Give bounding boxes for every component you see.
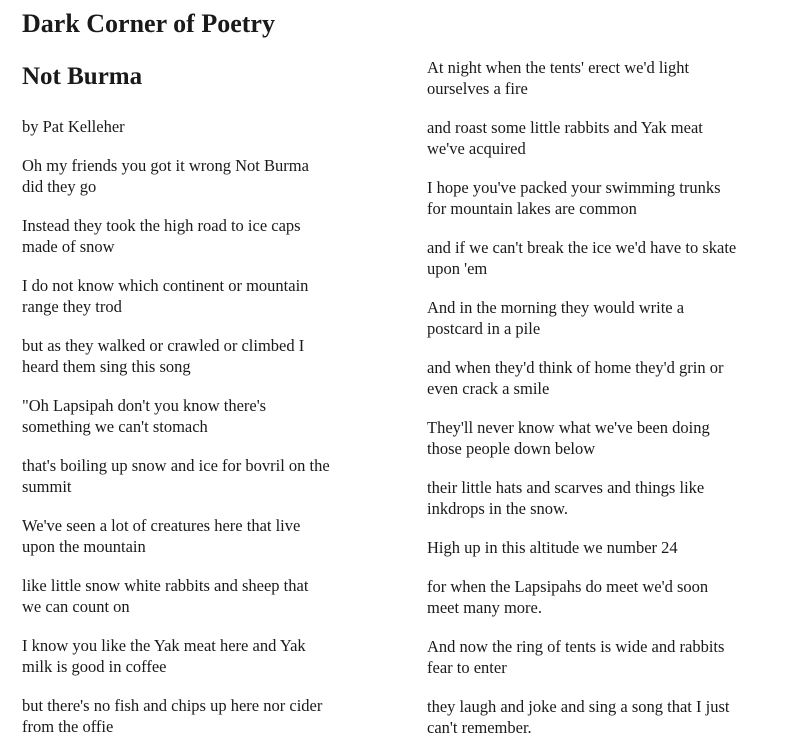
poem-line: made of snow — [22, 237, 115, 256]
poem-line: postcard in a pile — [427, 319, 541, 338]
poem-line: heard them sing this song — [22, 357, 191, 376]
poem-line: and roast some little rabbits and Yak meat — [427, 118, 703, 137]
poem-line: for mountain lakes are common — [427, 199, 637, 218]
poem-line: Instead they took the high road to ice caps — [22, 216, 301, 235]
poem-stanza — [427, 636, 797, 678]
poem-line: that's boiling up snow and ice for bovril on the — [22, 456, 330, 475]
poem-line: meet many more. — [427, 598, 543, 617]
poem-stanza — [427, 117, 797, 159]
poem-line: ourselves a fire — [427, 79, 528, 98]
poem-line: milk is good in coffee — [22, 657, 167, 676]
poem-stanza — [22, 635, 382, 677]
poem-stanza — [22, 515, 382, 557]
poem-line: upon 'em — [427, 259, 488, 278]
poem-line: Oh my friends you got it wrong Not Burma — [22, 156, 309, 175]
poem-line: They'll never know what we've been doing — [427, 418, 710, 437]
poem-stanza — [427, 297, 797, 339]
poem-line: something we can't stomach — [22, 417, 208, 436]
poem-stanza — [22, 695, 382, 737]
poem-line: did they go — [22, 177, 97, 196]
poem-line: We've seen a lot of creatures here that live — [22, 516, 301, 535]
poem-byline: by Pat Kelleher — [22, 117, 125, 136]
poem-line: they laugh and joke and sing a song that I just — [427, 697, 730, 716]
poem-stanza — [427, 177, 797, 219]
poem-line: we've acquired — [427, 139, 526, 158]
poem-line: I know you like the Yak meat here and Yak — [22, 636, 306, 655]
poem-line: fear to enter — [427, 658, 507, 677]
poem-stanza — [22, 155, 382, 197]
poem-line: we can count on — [22, 597, 130, 616]
poem-stanza — [427, 477, 797, 519]
poem-line: I do not know which continent or mountain — [22, 276, 309, 295]
poem-line: I hope you've packed your swimming trunks — [427, 178, 721, 197]
poem-stanza — [22, 275, 382, 317]
poem-line: inkdrops in the snow. — [427, 499, 569, 518]
poem-line: those people down below — [427, 439, 596, 458]
poem-right-column — [427, 57, 797, 756]
poem-title: Not Burma — [22, 63, 143, 90]
poem-stanza — [427, 237, 797, 279]
poem-line: but there's no fish and chips up here nor cider — [22, 696, 323, 715]
poem-stanza — [22, 335, 382, 377]
poem-stanza — [427, 357, 797, 399]
poem-line: their little hats and scarves and things like — [427, 478, 705, 497]
poem-line: upon the mountain — [22, 537, 146, 556]
poem-line: At night when the tents' erect we'd light — [427, 58, 690, 77]
poem-line: but as they walked or crawled or climbed I — [22, 336, 305, 355]
site-title: Dark Corner of Poetry — [22, 9, 275, 38]
poem-stanza — [427, 57, 797, 99]
poem-stanza — [22, 395, 382, 437]
poem-line: like little snow white rabbits and sheep that — [22, 576, 309, 595]
poem-line: for when the Lapsipahs do meet we'd soon — [427, 577, 709, 596]
poem-line: and if we can't break the ice we'd have to skate — [427, 238, 737, 257]
poem-line: from the offie — [22, 717, 114, 736]
poem-line: "Oh Lapsipah don't you know there's — [22, 396, 267, 415]
poem-line: And now the ring of tents is wide and rabbits — [427, 637, 725, 656]
poem-line: can't remember. — [427, 718, 532, 737]
poem-line: range they trod — [22, 297, 122, 316]
poem-line: summit — [22, 477, 72, 496]
poem-line: High up in this altitude we number 24 — [427, 538, 678, 557]
poem-stanza — [427, 417, 797, 459]
poem-stanza — [427, 537, 797, 558]
poem-line: And in the morning they would write a — [427, 298, 685, 317]
poem-stanza — [427, 696, 797, 738]
poem-line: and when they'd think of home they'd grin or — [427, 358, 724, 377]
poem-stanza — [22, 455, 382, 497]
poem-stanza — [22, 575, 382, 617]
poem-stanza — [427, 576, 797, 618]
poem-line: even crack a smile — [427, 379, 550, 398]
poem-left-column — [22, 155, 382, 755]
poem-stanza — [22, 215, 382, 257]
